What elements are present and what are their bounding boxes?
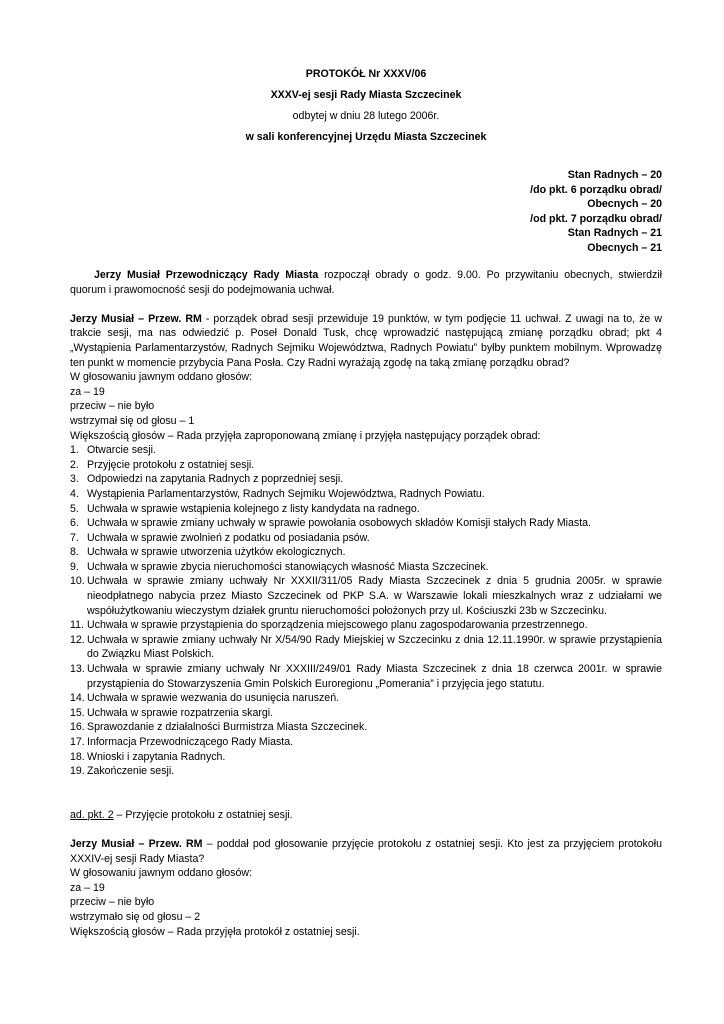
- protocol-title: PROTOKÓŁ Nr XXXV/06: [305, 68, 427, 80]
- attendance-stats: [530, 168, 662, 256]
- list-item-text: Wystąpienia Parlamentarzystów, Radnych Sejmiku Województwa, Radnych Powiatu.: [87, 487, 485, 500]
- session-date: odbytej w dniu 28 lutego 2006r.: [292, 110, 440, 122]
- list-item-number: 4.: [70, 487, 79, 500]
- list-item-text: Uchwała w sprawie zmiany uchwały Nr XXXII/311/05 Rady Miasta Szczecinek z dnia 5 grudnia 2005r. w sprawie nieodpłatnego nabycia przez Miasto Szczecinek od PKP S.A. w Warszawie lokali mieszkalnych wraz z udziałami we współużytkowaniu wieczystym działek gruntu nieruchomości położonych przy ul. Kościuszki 23b w Szczecinku.: [87, 575, 662, 617]
- opening-paragraph: [70, 268, 662, 297]
- list-item-number: 19.: [70, 765, 85, 778]
- vote-intro: W głosowaniu jawnym oddano głosów:: [70, 371, 252, 384]
- list-item-number: 2.: [70, 458, 79, 471]
- list-item-number: 6.: [70, 517, 79, 530]
- stats-line: Obecnych – 20: [587, 198, 662, 211]
- list-item-text: Uchwała w sprawie zmiany uchwały Nr XXXIII/249/01 Rady Miasta Szczecinek z dnia 18 czerwca 2001r. w sprawie przystąpienia do Stowarzyszenia Gmin Polskich Euroregionu „Pomerania” i przyjęcia jego statutu.: [87, 663, 662, 690]
- list-item: [70, 487, 662, 502]
- list-item: [70, 574, 662, 618]
- session-place: w sali konferencyjnej Urzędu Miasta Szczecinek: [245, 131, 487, 143]
- paragraph-text: rozpoczął obrady o godz. 9.00. Po przywitaniu obecnych, stwierdził quorum i prawomocność sesji do podejmowania uchwał.: [70, 269, 662, 296]
- list-item: [70, 720, 662, 735]
- list-item-text: Informacja Przewodniczącego Rady Miasta.: [87, 736, 294, 748]
- list-item-number: 8.: [70, 546, 79, 559]
- vote-abstain: wstrzymało się od głosu – 2: [70, 910, 201, 923]
- list-item: [70, 764, 662, 779]
- stats-line: /do pkt. 6 porządku obrad/: [530, 183, 662, 196]
- list-item: [70, 618, 662, 633]
- vote-intro: W głosowaniu jawnym oddano głosów:: [70, 867, 252, 880]
- list-item-text: Uchwała w sprawie wezwania do usunięcia naruszeń.: [87, 692, 340, 705]
- list-item-text: Przyjęcie protokołu z ostatniej sesji.: [87, 458, 255, 471]
- list-item: [70, 458, 662, 473]
- list-item: [70, 516, 662, 531]
- list-item: [70, 735, 662, 750]
- list-item-number: 13.: [70, 663, 85, 676]
- vote-for: za – 19: [70, 385, 105, 398]
- list-item-text: Wnioski i zapytania Radnych.: [87, 750, 226, 763]
- vote-abstain: wstrzymał się od głosu – 1: [70, 414, 195, 427]
- list-item-text: Uchwała w sprawie przystąpienia do sporządzenia miejscowego planu zagospodarowania przestrzennego.: [87, 619, 588, 632]
- list-item: [70, 443, 662, 458]
- vote-against: przeciw – nie było: [70, 400, 155, 413]
- list-item-number: 17.: [70, 736, 85, 748]
- list-item-number: 1.: [70, 444, 79, 457]
- list-item: [70, 691, 662, 706]
- speaker-name: Jerzy Musiał Przewodniczący Rady Miasta: [94, 269, 319, 281]
- speaker-name: Jerzy Musiał – Przew. RM: [70, 312, 202, 325]
- stats-line: Stan Radnych – 21: [567, 227, 662, 240]
- vote-for: za – 19: [70, 881, 105, 894]
- agenda-change-paragraph: [70, 312, 662, 370]
- stats-line: /od pkt. 7 porządku obrad/: [530, 212, 662, 225]
- list-item-text: Uchwała w sprawie zmiany uchwały w sprawie powołania osobowych składów Komisji stałych Rady Miasta.: [87, 517, 591, 530]
- list-item-number: 7.: [70, 531, 79, 544]
- list-item-text: Sprawozdanie z działalności Burmistrza Miasta Szczecinek.: [87, 721, 368, 734]
- list-item-text: Uchwała w sprawie zwolnień z podatku od posiadania psów.: [87, 531, 370, 544]
- list-item: [70, 706, 662, 721]
- list-item-number: 15.: [70, 706, 85, 719]
- list-item: [70, 472, 662, 487]
- list-item: [70, 560, 662, 575]
- list-item-number: 9.: [70, 560, 79, 573]
- list-item-number: 18.: [70, 750, 85, 763]
- list-item-number: 16.: [70, 721, 85, 734]
- title-block: [70, 64, 662, 148]
- vote-result: Większością głosów – Rada przyjęła zaproponowaną zmianę i przyjęła następujący porządek obrad:: [70, 429, 541, 442]
- list-item: [70, 545, 662, 560]
- session-subtitle: XXXV-ej sesji Rady Miasta Szczecinek: [270, 89, 462, 101]
- list-item: [70, 633, 662, 662]
- list-item-number: 11.: [70, 619, 84, 632]
- list-item: [70, 502, 662, 517]
- document-body: [70, 268, 662, 939]
- list-item-number: 12.: [70, 633, 85, 646]
- list-item-number: 14.: [70, 692, 85, 705]
- list-item-text: Uchwała w sprawie utworzenia użytków ekologicznych.: [87, 546, 346, 559]
- list-item-text: Uchwała w sprawie zmiany uchwały Nr X/54/90 Rady Miejskiej w Szczecinku z dnia 12.11.1990r. w sprawie przystąpienia do Związku Miast Polskich.: [87, 633, 662, 661]
- list-item: [70, 531, 662, 546]
- point2-paragraph: [70, 837, 662, 866]
- paragraph-text: – poddał pod głosowanie przyjęcie protokołu z ostatniej sesji. Kto jest za przyjęciem protokołu XXXIV-ej sesji Rady Miasta?: [70, 837, 662, 865]
- list-item-text: Uchwała w sprawie zbycia nieruchomości stanowiących własność Miasta Szczecinek.: [87, 560, 489, 573]
- list-item-text: Uchwała w sprawie rozpatrzenia skargi.: [87, 706, 274, 719]
- vote-result: Większością głosów – Rada przyjęła protokół z ostatniej sesji.: [70, 925, 360, 938]
- point2-heading: [70, 808, 662, 823]
- stats-line: Stan Radnych – 20: [567, 169, 662, 181]
- list-item: [70, 750, 662, 765]
- list-item-text: Uchwała w sprawie wstąpienia kolejnego z listy kandydata na radnego.: [87, 502, 420, 515]
- list-item-number: 3.: [70, 473, 79, 486]
- speaker-name: Jerzy Musiał – Przew. RM: [70, 837, 203, 850]
- point2-heading-text: – Przyjęcie protokołu z ostatniej sesji.: [113, 808, 293, 821]
- stats-line: Obecnych – 21: [587, 241, 662, 254]
- list-item-number: 10.: [70, 575, 85, 588]
- paragraph-text: - porządek obrad sesji przewiduje 19 punktów, w tym podjęcie 11 uchwał. Z uwagi na to, że w trakcie sesji, ma nas odwiedzić p. Poseł Donald Tusk, chcę wprowadzić następującą zmianę porządku obrad; pkt 4 „Wystąpienia Parlamentarzystów, Radnych Sejmiku Województwa, Radnych Powiatu” byłby punktem mobilnym. Wprowadzę ten punkt w momencie przybycia Pana Posła. Czy Radni wyrażają zgodę na taką zmianę porządku obrad?: [70, 312, 662, 369]
- vote-against: przeciw – nie było: [70, 896, 155, 909]
- agenda-list: [70, 443, 662, 779]
- point2-label: ad. pkt. 2: [70, 808, 114, 821]
- list-item: [70, 662, 662, 691]
- list-item-text: Otwarcie sesji.: [87, 444, 156, 457]
- list-item-text: Zakończenie sesji.: [87, 765, 175, 778]
- list-item-number: 5.: [70, 502, 79, 515]
- list-item-text: Odpowiedzi na zapytania Radnych z poprzedniej sesji.: [87, 473, 344, 486]
